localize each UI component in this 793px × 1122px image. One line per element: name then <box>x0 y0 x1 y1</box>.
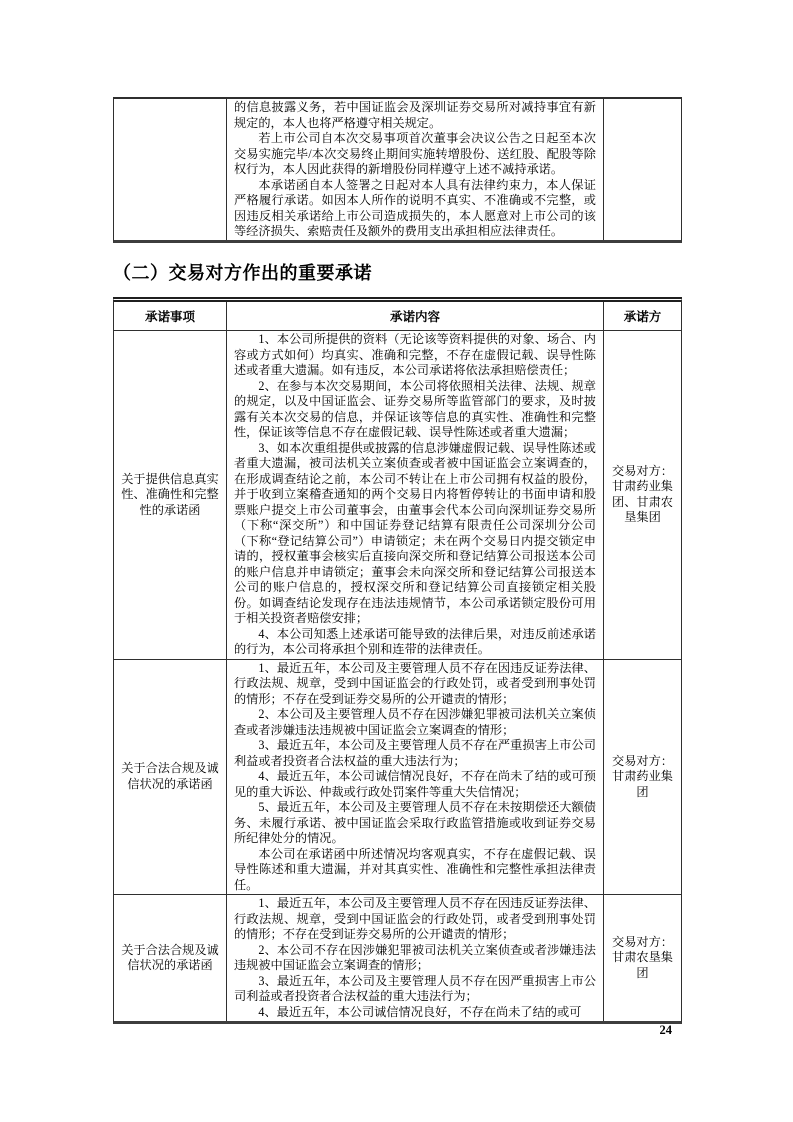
table-row <box>114 330 681 659</box>
paragraph: 本承诺函自本人签署之日起对本人具有法律约束力，本人保证严格履行承诺。如因本人所作的说明不真实、不准确或不完整，或因违反相关承诺给上市公司造成损失的，本人愿意对上市公司的该等经济损失、索赔责任及额外的费用支出承担相应法律责任。 <box>234 177 596 238</box>
commitment-item-cell: 关于提供信息真实性、准确性和完整性的承诺函 <box>121 471 219 517</box>
commitment-party-cell: 交易对方：甘肃药业集团、甘肃农垦集团 <box>603 331 681 659</box>
column-header-content: 承诺内容 <box>226 302 603 330</box>
paragraph: 1、最近五年，本公司及主要管理人员不存在因违反证券法律、行政法规、规章，受到中国证监会的行政处罚，或者受到刑事处罚的情形；不存在受到证券交易所的公开谴责的情形； <box>234 896 596 941</box>
section-heading: （二）交易对方作出的重要承诺 <box>113 263 372 283</box>
paragraph: 2、本公司不存在因涉嫌犯罪被司法机关立案侦查或者涉嫌违法违规被中国证监会立案调查的情形； <box>234 942 596 972</box>
commitment-item-cell: 关于合法合规及诚信状况的承诺函 <box>121 942 219 972</box>
paragraph: 4、最近五年，本公司诚信情况良好，不存在尚未了结的或可预见的重大诉讼、仲裁或行政处罚案件等重大失信情况； <box>234 769 596 799</box>
commitment-party-cell: 交易对方：甘肃农垦集团 <box>603 895 681 1021</box>
paragraph: 1、最近五年，本公司及主要管理人员不存在因违反证券法律、行政法规、规章，受到中国证监会的行政处罚，或者受到刑事处罚的情形；不存在受到证券交易所的公开谴责的情形； <box>234 660 596 706</box>
commitment-content-cell <box>226 660 603 895</box>
commitment-content-cell <box>226 331 603 659</box>
table-header-row <box>114 302 681 330</box>
paragraph: 1、本公司所提供的资料（无论该等资料提供的对象、场合、内容或方式如何）均真实、准确和完整，不存在虚假记载、误导性陈述或者重大遗漏。如有违反，本公司承诺将依法承担赔偿责任； <box>234 332 596 377</box>
paragraph: 的信息披露义务，若中国证监会及深圳证券交易所对减持事宜有新规定的，本人也将严格遵守相关规定。 <box>234 100 596 130</box>
continuation-content-cell <box>226 99 603 240</box>
column-header-party: 承诺方 <box>603 302 681 330</box>
counterparty-commitments-table <box>113 297 682 1024</box>
commitment-item-cell: 关于合法合规及诚信状况的承诺函 <box>121 761 219 791</box>
table-row <box>114 894 681 1021</box>
table-row <box>114 659 681 895</box>
commitment-continuation-table <box>113 97 682 243</box>
paragraph: 4、本公司知悉上述承诺可能导致的法律后果，对违反前述承诺的行为，本公司将承担个别和连带的法律责任。 <box>234 626 596 656</box>
paragraph: 3、最近五年，本公司及主要管理人员不存在严重损害上市公司利益或者投资者合法权益的重大违法行为； <box>234 738 596 768</box>
continuation-item-cell <box>114 99 226 240</box>
paragraph: 4、最近五年，本公司诚信情况良好，不存在尚未了结的或可 <box>258 1004 582 1019</box>
paragraph: 2、本公司及主要管理人员不存在因涉嫌犯罪被司法机关立案侦查或者涉嫌违法违规被中国证监会立案调查的情形； <box>234 707 596 737</box>
page-number: 24 <box>659 1023 672 1037</box>
paragraph: 若上市公司自本次交易事项首次董事会决议公告之日起至本次交易实施完毕/本次交易终止期间实施转增股份、送红股、配股等除权行为，本人因此获得的新增股份同样遵守上述不减持承诺。 <box>234 131 596 176</box>
paragraph: 2、在参与本次交易期间，本公司将依照相关法律、法规、规章的规定，以及中国证监会、证券交易所等监管部门的要求，及时披露有关本次交易的信息，并保证该等信息的真实性、准确性和完整性，保证该等信息不存在虚假记载、误导性陈述或者重大遗漏； <box>234 378 596 439</box>
paragraph: 本公司在承诺函中所述情况均客观真实，不存在虚假记载、误导性陈述和重大遗漏，并对其真实性、准确性和完整性承担法律责任。 <box>234 846 596 892</box>
continuation-party-cell <box>603 99 681 240</box>
column-header-item: 承诺事项 <box>144 310 195 324</box>
commitment-party-cell: 交易对方：甘肃药业集团 <box>603 660 681 895</box>
commitment-content-cell <box>226 895 603 1021</box>
paragraph: 3、如本次重组提供或披露的信息涉嫌虚假记载、误导性陈述或者重大遗漏，被司法机关立案侦查或者被中国证监会立案调查的，在形成调查结论之前，本公司不转让在上市公司拥有权益的股份，并于收到立案稽查通知的两个交易日内将暂停转让的书面申请和股票账户提交上市公司董事会，由董事会代本公司向深圳证券交易所（下称“深交所”）和中国证券登记结算有限责任公司深圳分公司（下称“登记结算公司”）申请锁定；未在两个交易日内提交锁定申请的，授权董事会核实后直接向深交所和登记结算公司报送本公司的账户信息并申请锁定；董事会未向深交所和登记结算公司报送本公司的账户信息的，授权深交所和登记结算公司直接锁定相关股份。如调查结论发现存在违法违规情节，本公司承诺锁定股份可用于相关投资者赔偿安排； <box>234 440 596 625</box>
paragraph: 3、最近五年，本公司及主要管理人员不存在因严重损害上市公司利益或者投资者合法权益的重大违法行为； <box>234 973 596 1003</box>
paragraph: 5、最近五年，本公司及主要管理人员不存在未按期偿还大额债务、未履行承诺、被中国证监会采取行政监管措施或收到证券交易所纪律处分的情况。 <box>234 800 596 845</box>
